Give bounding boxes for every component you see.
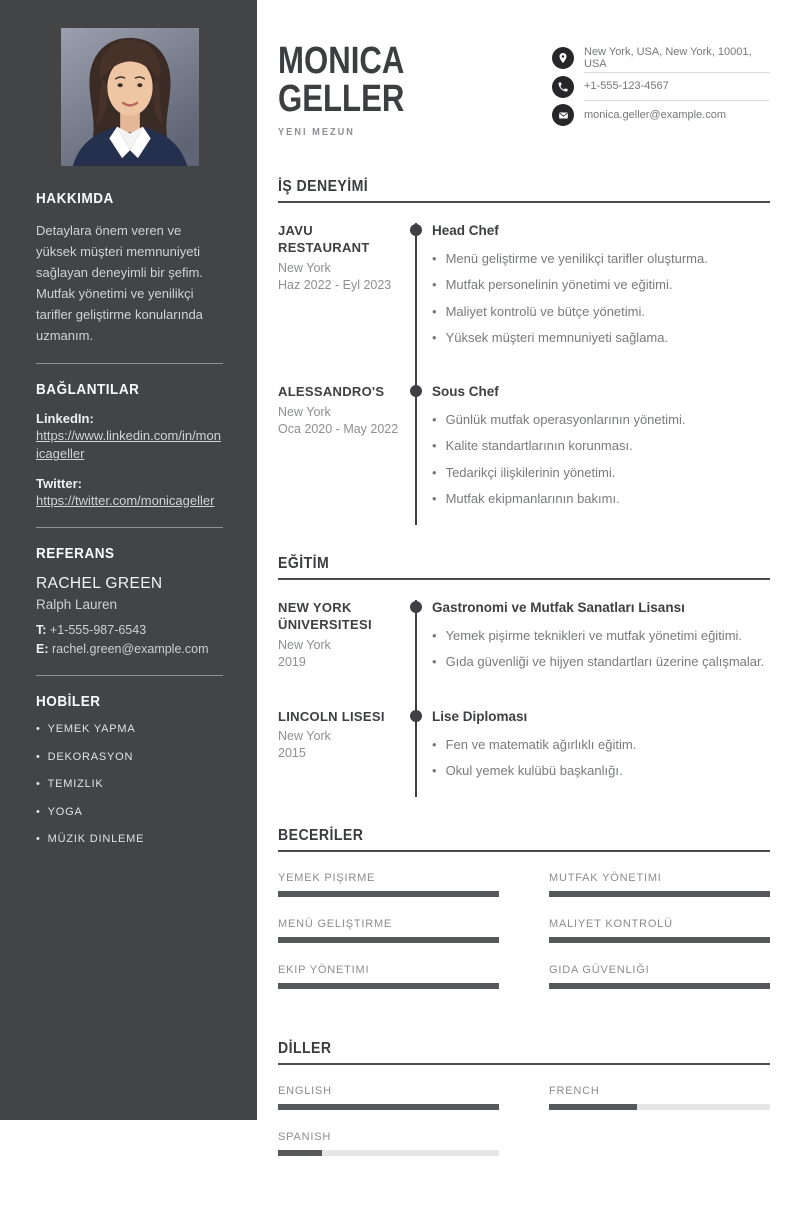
graduation-year: 2015	[278, 746, 306, 761]
company-name: ALESSANDRO'S	[278, 384, 385, 399]
bullet-icon: •	[432, 412, 437, 427]
language-label: SPANISH	[278, 1131, 332, 1143]
skill-item	[278, 918, 499, 943]
skill-label: YEMEK PIŞIRME	[278, 872, 376, 884]
about-section	[36, 190, 223, 346]
skill-bar-track	[278, 937, 499, 943]
sidebar-divider	[36, 527, 223, 528]
language-item	[549, 1085, 770, 1110]
language-bar-track	[278, 1104, 499, 1110]
job-subtitle: YENI MEZUN	[278, 127, 355, 138]
reference-section	[36, 545, 223, 659]
reference-email	[36, 640, 223, 659]
sidebar-divider	[36, 675, 223, 676]
language-item	[278, 1131, 499, 1156]
language-bar-fill	[278, 1104, 499, 1110]
language-bar-fill	[549, 1104, 637, 1110]
sidebar	[0, 0, 257, 1120]
education-bullet: • Fen ve matematik ağırlıklı eğitim.	[432, 736, 637, 752]
hobby-item: • YEMEK YAPMA	[36, 723, 136, 736]
experience-section	[278, 178, 770, 525]
language-label: FRENCH	[549, 1085, 600, 1097]
education-section	[278, 555, 770, 797]
bullet-icon: •	[432, 277, 437, 293]
bullet-icon: •	[432, 628, 437, 643]
company-location: New York	[278, 404, 331, 419]
bullet-icon: •	[432, 490, 437, 506]
skill-bar-fill	[549, 891, 770, 897]
skill-label: MALIYET KONTROLÜ	[549, 918, 673, 930]
bullet-icon: •	[432, 762, 437, 778]
email-label: E:	[36, 641, 49, 656]
bullet-icon: •	[36, 833, 41, 846]
skill-label: EKIP YÖNETIMI	[278, 964, 370, 976]
address-text: New York, USA, New York, 10001, USA	[584, 44, 770, 73]
bullet-icon: •	[36, 805, 41, 818]
language-label: ENGLISH	[278, 1085, 332, 1097]
reference-name: RACHEL GREEN	[36, 574, 163, 592]
reference-phone	[36, 621, 223, 640]
graduation-year: 2019	[278, 654, 306, 669]
linkedin-link[interactable]: https://www.linkedin.com/in/monicageller	[36, 428, 221, 462]
job-bullet: • Menü geliştirme ve yenilikçi tarifler oluşturma.	[432, 251, 708, 266]
school-location: New York	[278, 637, 331, 652]
entry-info	[278, 223, 415, 384]
languages-grid	[278, 1085, 770, 1177]
education-entry	[278, 709, 770, 798]
hobby-item: • TEMIZLIK	[36, 778, 104, 791]
bullet-icon: •	[432, 251, 437, 266]
skill-item	[549, 872, 770, 897]
about-heading: HAKKIMDA	[36, 190, 114, 207]
skill-bar-fill	[549, 937, 770, 943]
section-rule	[278, 1063, 770, 1065]
entry-body	[415, 384, 770, 525]
entry-body	[415, 223, 770, 384]
timeline-dot-icon	[410, 710, 422, 722]
skill-bar-track	[278, 891, 499, 897]
experience-entry	[278, 384, 770, 525]
twitter-link[interactable]: https://twitter.com/monicageller	[36, 492, 215, 508]
contact-block	[552, 44, 770, 138]
bullet-icon: •	[36, 778, 41, 791]
section-rule	[278, 578, 770, 580]
phone-label: T:	[36, 622, 47, 637]
contact-row-email	[552, 101, 770, 130]
job-bullet: • Günlük mutfak operasyonlarının yönetimi.	[432, 412, 686, 427]
education-heading: EĞİTİM	[278, 555, 330, 572]
job-title: Head Chef	[432, 223, 499, 238]
bullet-icon: •	[432, 654, 437, 670]
entry-body	[415, 600, 770, 709]
job-bullet: • Mutfak ekipmanlarının bakımı.	[432, 490, 620, 506]
job-bullet: • Mutfak personelinin yönetimi ve eğitimi.	[432, 277, 673, 293]
links-heading: BAĞLANTILAR	[36, 381, 140, 399]
skill-bar-fill	[549, 983, 770, 989]
bullet-icon: •	[432, 329, 437, 345]
email-icon	[552, 104, 574, 126]
hobby-item: • YOGA	[36, 805, 83, 818]
education-entry	[278, 600, 770, 709]
entry-body	[415, 709, 770, 798]
hobbies-section	[36, 693, 223, 845]
language-bar-track	[278, 1150, 499, 1156]
profile-photo	[61, 28, 199, 166]
location-icon	[552, 47, 574, 69]
email-text: monica.geller@example.com	[584, 109, 727, 122]
hobbies-heading: HOBİLER	[36, 693, 101, 711]
link-label: LinkedIn:	[36, 411, 94, 427]
school-name: NEW YORK ÜNIVERSITESI	[278, 600, 372, 632]
languages-section	[278, 1040, 770, 1177]
timeline-dot-icon	[410, 224, 422, 236]
timeline-dot-icon	[410, 385, 422, 397]
school-location: New York	[278, 729, 331, 744]
education-bullet: • Okul yemek kulübü başkanlığı.	[432, 762, 623, 778]
reference-heading: REFERANS	[36, 544, 115, 562]
work-dates: Haz 2022 - Eyl 2023	[278, 277, 392, 292]
work-dates: Oca 2020 - May 2022	[278, 421, 399, 436]
bullet-icon: •	[36, 750, 41, 763]
email-value: rachel.green@example.com	[51, 641, 209, 656]
last-name: GELLER	[278, 78, 405, 120]
language-item	[278, 1085, 499, 1110]
contact-row-phone	[552, 73, 770, 102]
job-bullet: • Yüksek müşteri memnuniyeti sağlama.	[432, 329, 669, 345]
skill-bar-fill	[278, 937, 499, 943]
link-label: Twitter:	[36, 475, 82, 491]
language-bar-track	[549, 1104, 770, 1110]
skill-item	[278, 872, 499, 897]
link-item-twitter	[36, 476, 223, 510]
phone-value: +1-555-987-6543	[49, 622, 147, 637]
job-bullet: • Tedarikçi ilişkilerinin yönetimi.	[432, 464, 616, 480]
experience-heading: İŞ DENEYİMİ	[278, 178, 369, 195]
company-location: New York	[278, 260, 331, 275]
experience-entry	[278, 223, 770, 384]
skill-bar-fill	[278, 983, 499, 989]
about-text: Detaylara önem veren ve yüksek müşteri memnuniyeti sağlayan deneyimli bir şefim. Mutfak yönetimi ve yenilikçi tarifler geliştirme konularında uzmanım.	[36, 223, 203, 344]
skill-label: MENÜ GELIŞTIRME	[278, 918, 393, 930]
header	[278, 42, 770, 138]
first-name: MONICA	[278, 40, 405, 82]
section-rule	[278, 201, 770, 203]
skill-item	[549, 918, 770, 943]
hobby-item: • DEKORASYON	[36, 750, 134, 763]
skill-bar-fill	[278, 891, 499, 897]
section-rule	[278, 850, 770, 852]
bullet-icon: •	[432, 464, 437, 480]
skill-bar-track	[549, 937, 770, 943]
job-title: Sous Chef	[432, 384, 499, 399]
education-bullet: • Gıda güvenliği ve hijyen standartları üzerine çalışmalar.	[432, 654, 765, 670]
sidebar-divider	[36, 363, 223, 364]
links-section	[36, 381, 223, 510]
phone-text: +1-555-123-4567	[584, 73, 770, 102]
job-bullet: • Maliyet kontrolü ve bütçe yönetimi.	[432, 303, 645, 319]
skill-bar-track	[278, 983, 499, 989]
bullet-icon: •	[432, 736, 437, 752]
contact-row-address	[552, 44, 770, 73]
degree-title: Lise Diploması	[432, 708, 528, 724]
education-bullet: • Yemek pişirme teknikleri ve mutfak yönetimi eğitimi.	[432, 628, 743, 643]
bullet-icon: •	[432, 438, 437, 454]
entry-info	[278, 384, 415, 525]
skill-item	[549, 964, 770, 989]
language-bar-fill	[278, 1150, 322, 1156]
hobby-item: • MÜZIK DINLEME	[36, 833, 145, 846]
school-name: LINCOLN LISESI	[278, 708, 385, 724]
bullet-icon: •	[432, 303, 437, 319]
languages-heading: DİLLER	[278, 1040, 332, 1057]
skill-item	[278, 964, 499, 989]
entry-info	[278, 600, 415, 709]
skills-heading: BECERİLER	[278, 827, 364, 844]
degree-title: Gastronomi ve Mutfak Sanatları Lisansı	[432, 600, 685, 615]
skills-section	[278, 827, 770, 1010]
entry-info	[278, 709, 415, 798]
skill-bar-track	[549, 983, 770, 989]
skill-label: GIDA GÜVENLIĞI	[549, 964, 650, 976]
portrait-illustration	[61, 28, 199, 166]
timeline-dot-icon	[410, 601, 422, 613]
bullet-icon: •	[36, 723, 41, 736]
job-bullet: • Kalite standartlarının korunması.	[432, 438, 633, 454]
name-block	[278, 42, 432, 138]
skills-grid	[278, 872, 770, 1010]
link-item-linkedin	[36, 411, 223, 463]
reference-company: Ralph Lauren	[36, 596, 118, 612]
phone-icon	[552, 76, 574, 98]
skill-bar-track	[549, 891, 770, 897]
skill-label: MUTFAK YÖNETIMI	[549, 872, 662, 884]
main-column	[257, 0, 794, 1207]
company-name: JAVU RESTAURANT	[278, 223, 370, 255]
